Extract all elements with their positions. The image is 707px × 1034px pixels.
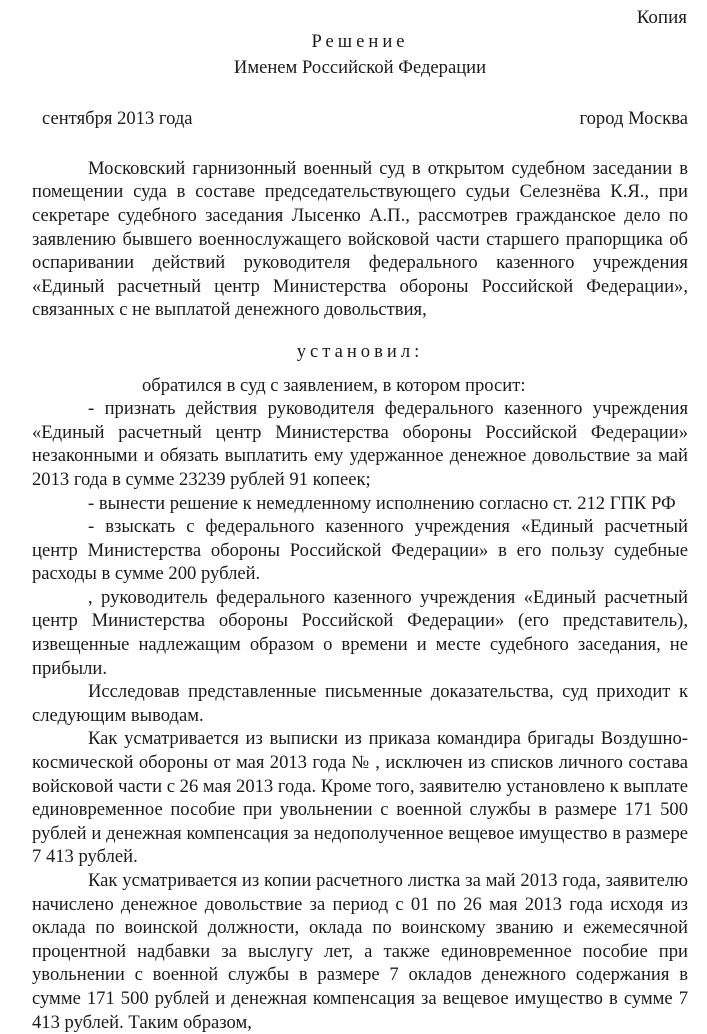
claim-item-2: - вынести решение к немедленному исполнению согласно ст. 212 ГПК РФ — [88, 492, 676, 514]
copy-mark: Копия — [636, 7, 687, 28]
order-extract-paragraph: Как усматривается из выписки из приказа командира бригады Воздушно-космической обороны от мая 2013 года № , исключен из списков личного состава войсковой части с 26 мая 2013 года. Кроме того, заявителю установлено к выплате единовременное пособие при увольнении с военной службы в размере 171 500 рублей и денежная компенсация за недополученное вещевое имущество в размере 7 413 рублей. — [32, 728, 688, 868]
evidence-paragraph: Исследовав представленные письменные доказательства, суд приходит к следующим выводам. — [32, 681, 688, 726]
claim-item-1: - признать действия руководителя федерального казенного учреждения «Единый расчетный центр Министерства обороны Российской Федерации» незаконными и обязать выплатить ему удержанное денежное довольствие за май 2013 года в сумме 23239 рублей 91 копеек; — [32, 398, 688, 490]
absent-parties-paragraph: , руководитель федерального казенного учреждения «Единый расчетный центр Министерства обороны Российской Федерации» (его представитель), извещенные надлежащим образом о времени и месте судебного заседания, не прибыли. — [32, 586, 688, 679]
intro-paragraph: Московский гарнизонный военный суд в открытом судебном заседании в помещении суда в составе председательствующего судьи Селезнёва К.Я., при секретаре судебного заседания Лысенко А.П., рассмотрев гражданское дело по заявлению бывшего военнослужащего войсковой части старшего прапорщика об оспаривании действий руководителя федерального казенного учреждения «Единый расчетный центр Министерства обороны Российской Федерации», связанных с не выплатой денежного довольствия, — [32, 157, 688, 321]
document-title: Решение — [311, 31, 409, 52]
document-subtitle: Именем Российской Федерации — [233, 56, 487, 78]
decision-date: сентября 2013 года — [42, 108, 193, 130]
document-page — [32, 4, 688, 1034]
established-heading: установил: — [296, 340, 424, 362]
pay-slip-paragraph: Как усматривается из копии расчетного листка за май 2013 года, заявителю начислено денежное довольствие за период с 01 по 26 мая 2013 года исходя из оклада по воинской должности, оклада по воинскому званию и ежемесячной процентной надбавки за выслугу лет, а также единовременное пособие при увольнении с военной службы в размере 7 окладов денежного содержания в сумме 171 500 рублей и денежная компенсация за вещевое имущество в сумме 7 413 рублей. Таким образом, — [32, 870, 688, 1033]
claim-item-3: - взыскать с федерального казенного учреждения «Единый расчетный центр Министерства обороны Российской Федерации» в его пользу судебные расходы в сумме 200 рублей. — [32, 516, 688, 585]
decision-city: город Москва — [579, 108, 688, 130]
claim-intro: обратился в суд с заявлением, в котором просит: — [142, 374, 526, 396]
date-line — [32, 107, 688, 131]
